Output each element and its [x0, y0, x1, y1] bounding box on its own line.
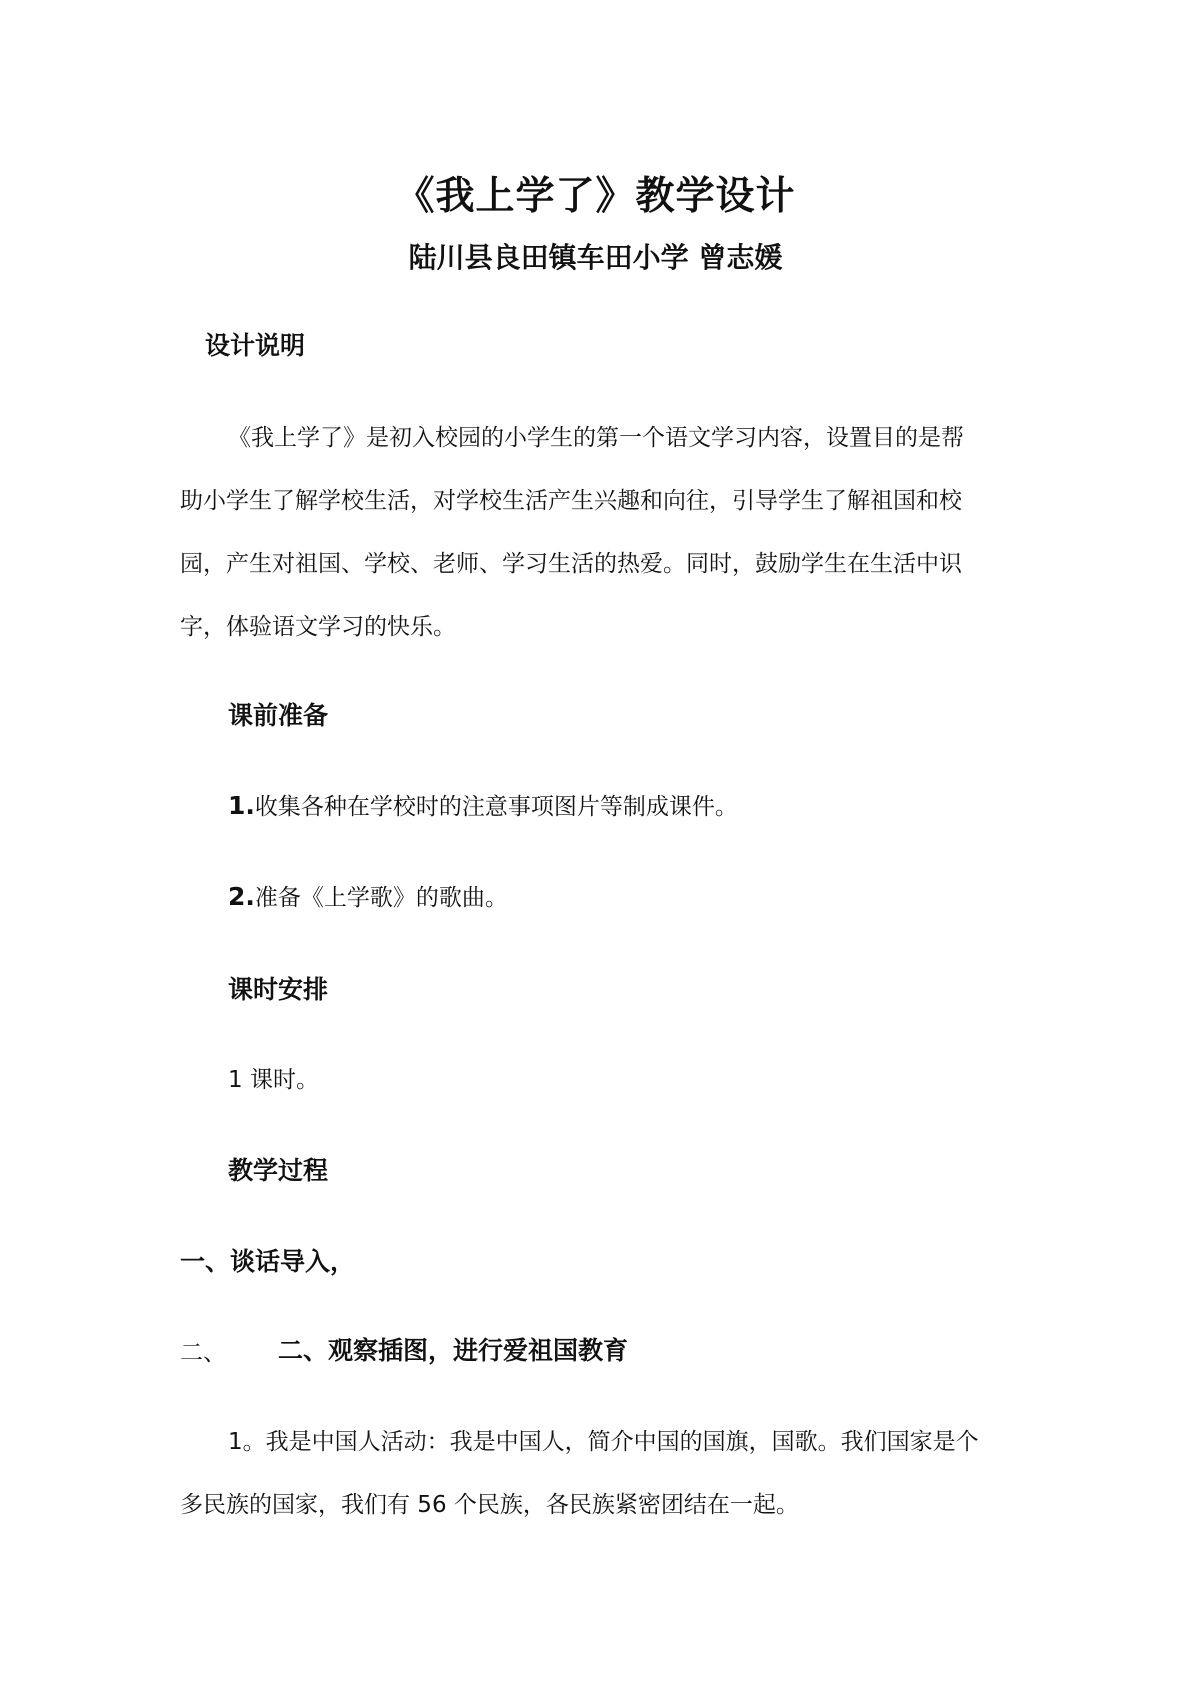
- design-paragraph-line: 《我上学了》是初入校园的小学生的第一个语文学习内容，设置目的是帮: [228, 425, 964, 451]
- section-heading-hours: 课时安排: [228, 975, 329, 1004]
- design-paragraph-line: 字，体验语文学习的快乐。: [180, 614, 456, 640]
- section-heading-process: 教学过程: [228, 1156, 329, 1185]
- hours-text: 1 课时。: [228, 1067, 319, 1093]
- section-heading-prep: 课前准备: [228, 701, 329, 730]
- prep-item-number: 1.: [228, 791, 255, 820]
- step2-paragraph-line: 1。我是中国人活动：我是中国人，简介中国的国旗，国歌。我们国家是个: [228, 1429, 979, 1455]
- section-heading-design: 设计说明: [205, 331, 306, 360]
- prep-item-text: 准备《上学歌》的歌曲。: [254, 885, 508, 911]
- step2-paragraph-line: 多民族的国家，我们有 56 个民族，各民族紧密团结在一起。: [180, 1492, 799, 1518]
- design-paragraph-line: 园，产生对祖国、学校、老师、学习生活的热爱。同时，鼓励学生在生活中识: [180, 551, 962, 577]
- process-step-2-list-marker: 二、: [180, 1340, 226, 1366]
- document-author-line: 陆川县良田镇车田小学 曾志媛: [408, 241, 783, 274]
- prep-item: [228, 788, 738, 821]
- prep-item: [228, 879, 508, 912]
- prep-item-number: 2.: [228, 882, 255, 911]
- process-step-1: 一、谈话导入，: [180, 1247, 356, 1276]
- design-paragraph-line: 助小学生了解学校生活，对学校生活产生兴趣和向往，引导学生了解祖国和校: [180, 488, 962, 514]
- process-step-2: 二、观察插图，进行爱祖国教育: [278, 1336, 629, 1365]
- prep-item-text: 收集各种在学校时的注意事项图片等制成课件。: [254, 794, 738, 820]
- document-title: 《我上学了》教学设计: [395, 174, 796, 219]
